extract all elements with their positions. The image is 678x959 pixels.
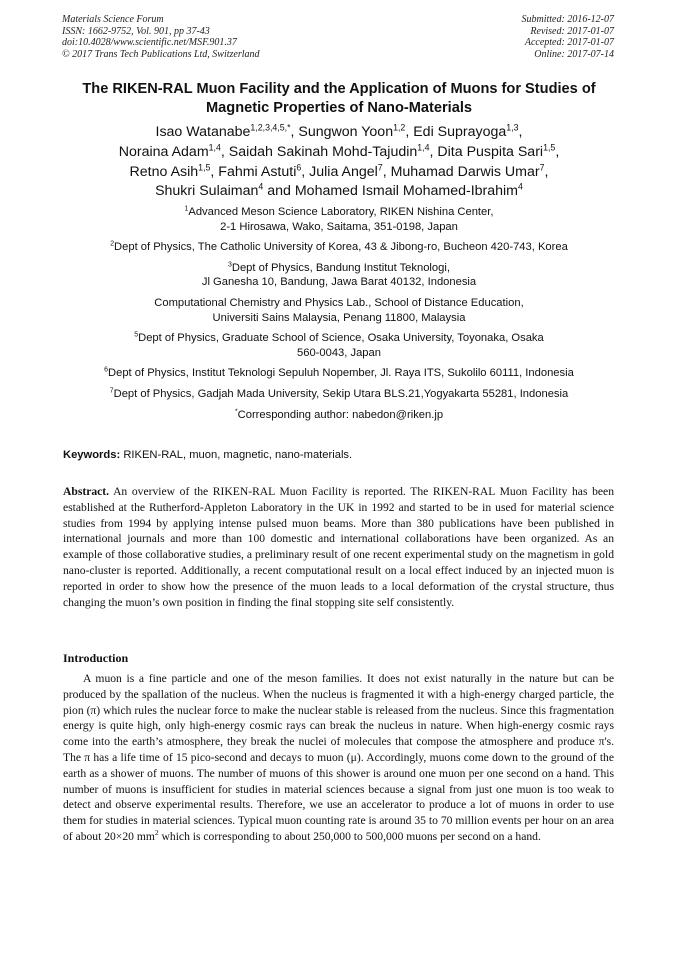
introduction-paragraph: A muon is a fine particle and one of the meson families. It does not exist naturally in the nature but can be produced by the spallation of the nucleus. When the nucleus is fragmented it with a high-energy charged particle, the pion (π) which rules the nuclear force to make the nuclear stable is released from the nucleus. Since this fragmentation energy is quite high, only high-energy cosmic rays can break the nucleus in nature. When high-energy cosmic rays come into the earth’s atmosphere, they break the nuclei of molecules that compose the atmosphere and produce π's. The π has a life time of 15 pico-second and decays to muon (μ). Accordingly, muons come down to the ground of the earth as a shower of muons. The number of muons of this shower is around one muon per one second on a hand. This number of muons is insufficient for studies in material sciences because a signal from just one muon is too weak to detect and observe experimental results. Therefore, we use an accelerator to produce a lot of muons in order to use them for studies in material sciences. Typical muon counting rate is around 35 to 70 million events per hour on an area of about 20×20 $mm^2$ which is corresponding to about 250,000 to 500,000 muons per second on a hand. <box>63 672 614 843</box>
affiliation: $^5$Dept of Physics, Graduate School of Science, Osaka University, Toyonaka, Osaka 560-0043, Japan <box>134 331 544 359</box>
affiliation: $^7$Dept of Physics, Gadjah Mada University, Sekip Utara BLS.21,Yogyakarta 55281, Indonesia <box>109 387 569 401</box>
submitted-date: Submitted: 2016-12-07 <box>521 14 614 25</box>
author: Edi Suprayoga$^{1,3}$ <box>413 122 519 140</box>
author-connector: and <box>267 183 291 200</box>
abstract-text: An overview of the RIKEN-RAL Muon Facility is reported. The RIKEN-RAL Muon Facility has been established at the Rutherford-Appleton Laboratory in the UK in 1992 and started to be in used for material science studies from 1994 by applying intense pulsed muon beams. More than 380 publications have been published in international journals and more than 100 domestic and international collaborations have been organized. As an example of those collaborative studies, a preliminary result of one recent experimental study on the magnetism in gold nano-cluster is reported. Additionally, a recent computational result on a local effect induced by an injected muon is reported in order to show how the presence of the muon leads to a local deformation of the crystal structure, thus changing the muon’s own position in finding the final stopping site self consistently. <box>63 485 614 609</box>
author: Muhamad Darwis Umar$^7$ <box>390 161 545 180</box>
affiliation: $^3$Dept of Physics, Bandung Institut Teknologi, Jl Ganesha 10, Bandung, Jawa Barat 40132, Indonesia <box>201 261 477 289</box>
affiliation: Computational Chemistry and Physics Lab., School of Distance Education, Universiti Sains Malaysia, Penang 11800, Malaysia <box>154 297 524 324</box>
journal-name: Materials Science Forum <box>62 14 164 25</box>
affiliation: $^2$Dept of Physics, The Catholic University of Korea, 43 & Jibong-ro, Bucheon 420-743, Korea <box>110 240 568 254</box>
keywords-label: Keywords: <box>63 449 121 461</box>
journal-issn: ISSN: 1662-9752, Vol. 901, pp 37-43 <box>62 25 210 37</box>
submission-dates <box>522 14 615 60</box>
corresponding-author: *Corresponding author: nabedon@riken.jp <box>234 408 444 421</box>
journal-doi: doi:10.4028/www.scientific.net/MSF.901.37 <box>62 37 237 48</box>
author: Saidah Sakinah Mohd-Tajudin$^{1,4}$ <box>228 142 430 160</box>
affiliation: $^1$Advanced Meson Science Laboratory, RIKEN Nishina Center, 2-1 Hirosawa, Wako, Saitama, 351-0198, Japan <box>184 205 494 233</box>
author: Isao Watanabe$^{1,2,3,4,5,*}$ <box>155 122 291 140</box>
affiliation: $^6$Dept of Physics, Institut Teknologi Sepuluh Nopember, Jl. Raya ITS, Sukolilo 60111, Indonesia <box>104 366 574 380</box>
abstract <box>63 484 614 610</box>
online-date: Online: 2017-07-14 <box>534 48 614 60</box>
journal-info <box>62 14 260 60</box>
abstract-label: Abstract. <box>63 485 110 498</box>
author: Sungwon Yoon$^{1,2}$ <box>298 122 406 140</box>
author: Shukri Sulaiman$^4$ <box>155 181 264 200</box>
revised-date: Revised: 2017-01-07 <box>530 25 614 37</box>
keywords <box>63 449 352 461</box>
author: Mohamed Ismail Mohamed-Ibrahim$^4$ <box>294 181 523 200</box>
author: Fahmi Astuti$^6$ <box>218 161 302 180</box>
author: Retno Asih$^{1,5}$ <box>129 161 211 180</box>
keywords-text: RIKEN-RAL, muon, magnetic, nano-materials. <box>123 449 353 461</box>
journal-copyright: © 2017 Trans Tech Publications Ltd, Switzerland <box>62 48 260 60</box>
section-heading-introduction: Introduction <box>63 651 129 665</box>
author: Dita Puspita Sari$^{1,5}$ <box>437 142 556 160</box>
affiliation-list <box>60 205 618 429</box>
accepted-date: Accepted: 2017-01-07 <box>524 37 614 48</box>
author: Noraina Adam$^{1,4}$ <box>118 142 221 160</box>
author-list: Isao Watanabe$^{1,2,3,4,5,*}$, Sungwon Yoon$^{1,2}$, Edi Suprayoga$^{1,3}$, Noraina Adam$^{1,4}$, Saidah Sakinah Mohd-Tajudin$^{1,4}$, Dita Puspita Sari$^{1,5}$, Retno Asih$^{1,5}$, Fahmi Astuti$^6$, Julia Angel$^7$, Muhamad Darwis Umar$^7$, Shukri Sulaiman$^4$ and Mohamed Ismail Mohamed-Ibrahim$^4$ <box>118 122 560 200</box>
paper-title: The RIKEN-RAL Muon Facility and the Application of Muons for Studies of Magnetic Properties of Nano-Materials <box>82 81 596 116</box>
author: Julia Angel$^7$ <box>309 161 383 180</box>
